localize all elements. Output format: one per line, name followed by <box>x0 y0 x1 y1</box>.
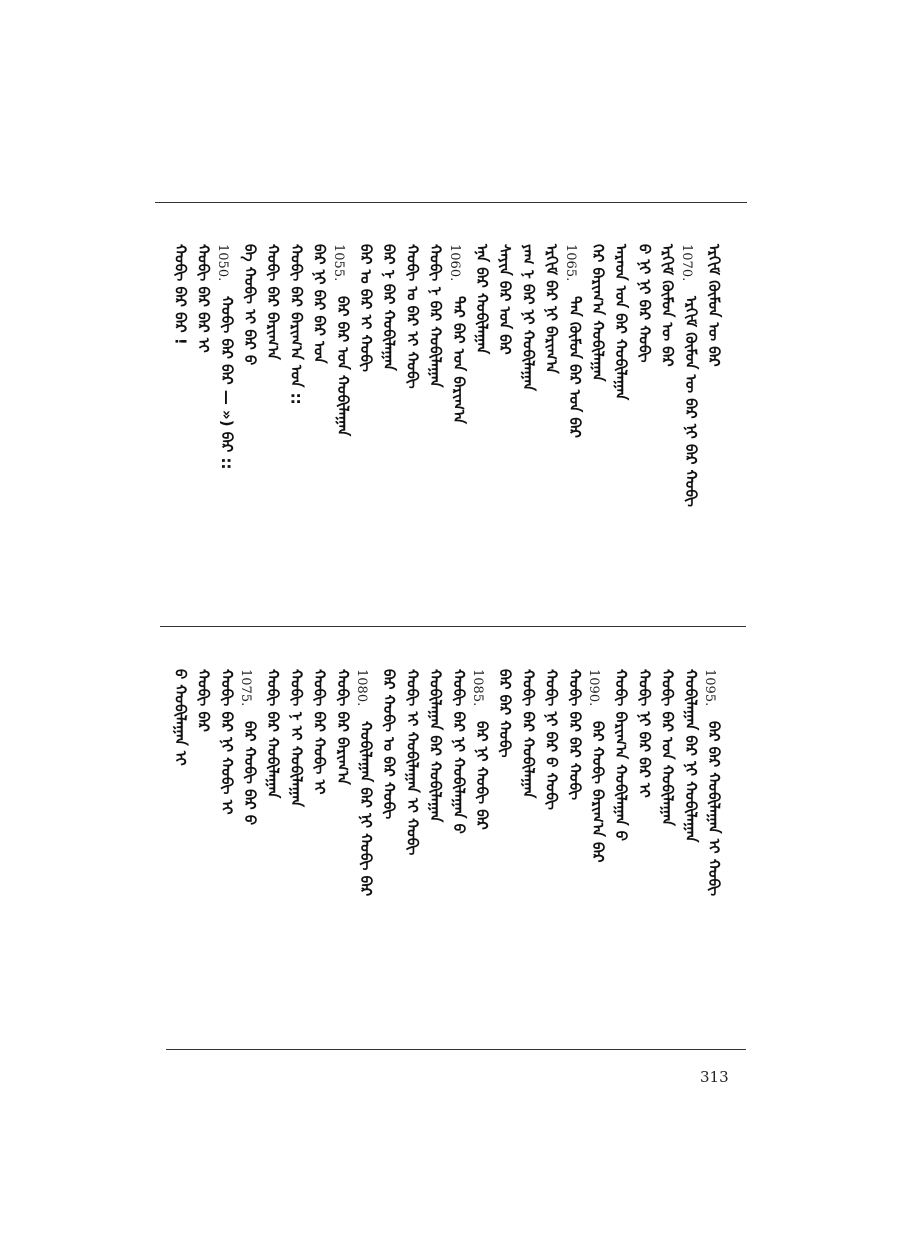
verse-line <box>286 230 308 610</box>
verse-text: ᠪᠠᠷ ᠪᠠᠷ ᠬᠤᠪᠢᠯᠠᠭᠠᠨ ᠢ ᠬᠤᠪᠢ <box>705 721 723 897</box>
verse-text: ᠪᠠᠷ ᠪᠠᠷ ᠬᠤᠪᠢ <box>496 669 515 758</box>
lower-verse-block <box>150 655 740 1035</box>
verse-text: ᠬᠤᠪᠢ ᠪᠠᠷ ᠪᠠᠷ ᠢ <box>194 244 213 353</box>
middle-rule <box>160 626 746 627</box>
verse-line <box>310 230 332 610</box>
verse-line <box>518 230 540 610</box>
verse-line <box>356 230 378 610</box>
verse-line <box>379 230 401 610</box>
verse-line <box>286 655 308 1035</box>
verse-text: ᠬᠤᠪᠢ ᠢ ᠬᠤᠪᠢᠯᠠᠭᠠᠨ ᠢ ᠬᠤᠪᠢ <box>403 669 422 856</box>
verse-text: ᠪ ᠬᠤᠪᠢᠯᠠᠭᠠᠨ ᠢ <box>171 669 190 766</box>
verse-line <box>634 655 656 1035</box>
verse-text: ᠬᠤᠪᠢ ᠪᠠᠷ ᠬᠤᠪᠢᠯᠠᠭᠠᠨ <box>264 669 283 799</box>
verse-text: ᠬᠤᠪᠢ ᠪᠠᠷ ᠨᠢ ᠬᠤᠪᠢ ᠢ <box>217 669 236 815</box>
verse-line <box>379 655 401 1035</box>
verse-text: ᠬᠤᠪᠢ ᠪᠠᠷ ᠪᠠᠷᠢᠭ᠎ᠠ <box>333 669 352 785</box>
verse-line <box>658 655 680 1035</box>
verse-text: ᠬᠤᠪᠢ ᠨᠢ ᠪᠠᠷ ᠪᠠᠷ ᠢ <box>635 669 654 798</box>
verse-line <box>565 655 587 1035</box>
verse-line <box>170 655 192 1035</box>
verse-text: ᠬᠤᠪᠢᠯᠠᠭᠠᠨ ᠪᠠᠷ ᠬᠤᠪᠢᠯᠠᠭᠠᠨ <box>426 669 445 823</box>
verse-line <box>472 230 494 610</box>
verse-text: ᠬᠤᠪᠢ ᠪᠠᠷ ᠪᠠᠷᠢᠭ᠎ᠠ <box>264 244 283 360</box>
top-rule <box>155 202 747 203</box>
verse-line <box>263 230 285 610</box>
verse-line <box>356 655 378 1035</box>
verse-line <box>611 230 633 610</box>
verse-text: ᠬᠤᠪᠢ ᠪᠠᠷ ᠨᠢ ᠬᠤᠪᠢᠯᠠᠭᠠᠨ ᠪ <box>449 669 468 834</box>
verse-text: ᠪᠠ ᠬᠤᠪᠢ ᠢ ᠪᠠᠷ ᠪ <box>241 244 259 366</box>
verse-text: ᠬᠤᠪᠢᠯᠠᠭᠠᠨ ᠪᠠᠷ ᠨᠢ ᠬᠤᠪᠢᠯᠠᠭᠠᠨ <box>681 669 700 843</box>
verse-line <box>542 655 564 1035</box>
line-number: 1060. <box>446 244 462 282</box>
verse-text: ᠲᠡᠨ ᠬᠦᠮᠦᠨ ᠪᠠᠷ ᠤᠨ ᠪᠠᠷ <box>565 296 584 438</box>
line-number: 1055. <box>330 244 346 282</box>
verse-text: ᠪᠠᠷ ᠣ ᠪᠠᠷ ᠢ ᠬᠤᠪᠢ <box>357 244 375 372</box>
verse-text: ᠡᠷᠬᠢᠮ ᠪᠠᠷ ᠨᠢ ᠪᠠᠷᠢᠭ᠎ᠠ <box>542 244 561 374</box>
line-number: 1085. <box>470 669 485 707</box>
bottom-rule <box>166 1049 746 1050</box>
line-number: 1095. <box>702 669 717 707</box>
verse-line <box>704 655 726 1035</box>
line-number: 1065. <box>562 244 578 282</box>
line-number: 1080. <box>354 669 369 707</box>
verse-line <box>588 230 610 610</box>
verse-text: ᠬᠤᠪᠢᠯᠠᠭᠠᠨ ᠪᠠᠷ ᠨᠢ ᠬᠤᠪᠢ ᠪᠠᠷ <box>357 721 375 897</box>
verse-text: ᠬᠤᠪᠢ ᠪᠠᠷ ᠬᠤᠪᠢ ᠢ <box>310 669 329 795</box>
verse-line <box>588 655 610 1035</box>
verse-text: ᠬᠤᠪᠢ ᠨ ᠢ ᠬᠤᠪᠢᠯᠠᠭᠠᠨ <box>287 669 306 808</box>
verse-line <box>263 655 285 1035</box>
verse-line <box>658 230 680 610</box>
line-number: 1075. <box>238 669 253 707</box>
verse-line <box>518 655 540 1035</box>
verse-text: ᠪᠠᠷ ᠬᠤᠪᠢ ᠣ ᠪᠠᠷ ᠬᠤᠪᠢ <box>380 669 399 820</box>
verse-line <box>704 230 726 610</box>
verse-line <box>217 655 239 1035</box>
verse-text: ᠪᠠᠷ ᠨ ᠪᠠᠷ ᠬᠤᠪᠢᠯᠠᠭᠠᠨ <box>380 244 399 371</box>
verse-line <box>542 230 564 610</box>
verse-text: ᠬᠤᠪᠢ ᠪᠠᠷ ᠬᠤᠪᠢᠯᠠᠭᠠᠨ <box>519 669 538 799</box>
verse-line <box>240 655 262 1035</box>
verse-line <box>562 230 587 610</box>
verse-text: ᠪᠠᠷ ᠬᠤᠪᠢ ᠪᠠᠷ ᠪ <box>241 721 259 826</box>
page-number: 313 <box>700 1068 729 1086</box>
verse-line <box>194 655 216 1035</box>
verse-text: ᠶᠠᠭ ᠨ ᠪᠠᠷ ᠨᠢ ᠬᠤᠪᠢᠯᠠᠭᠠᠨ <box>519 244 538 391</box>
verse-line <box>681 655 703 1035</box>
verse-line <box>449 655 471 1035</box>
verse-text: ᠪᠠᠷ ᠨᠢ ᠬᠤᠪᠢ ᠪᠠᠷ <box>473 721 491 830</box>
verse-text: ᠬᠤᠪᠢ ᠪᠠᠷ ᠪᠠᠷ — ») ᠪᠠᠷ :: <box>217 296 236 470</box>
verse-line <box>194 230 216 610</box>
verse-text: ᠪ ᠨᠢ ᠨᠢ ᠪᠠᠷ ᠬᠤᠪᠢ <box>635 244 654 363</box>
verse-line <box>446 230 471 610</box>
verse-line <box>472 655 494 1035</box>
verse-text: ᠬᠤᠪᠢ ᠪᠠᠷ ᠪᠠᠷᠢᠭ᠎ᠠ ᠤᠨ :: <box>287 244 306 405</box>
verse-text: ᠬᠤᠪᠢ ᠪᠠᠷ ᠤᠨ ᠬᠤᠪᠢᠯᠠᠭᠠᠨ <box>658 669 677 826</box>
verse-text: ᠬᠤᠪᠢ ᠣ ᠪᠠᠷ ᠢ ᠬᠤᠪᠢ <box>403 244 422 389</box>
verse-line <box>170 230 192 610</box>
verse-text: ᠬᠤᠪᠢ ᠪᠠᠷᠢᠭ᠎ᠠ ᠬᠤᠪᠢᠯᠠᠭᠠᠨ ᠪ <box>612 669 631 841</box>
verse-line <box>611 655 633 1035</box>
verse-line <box>426 230 448 610</box>
line-number: 1050. <box>214 244 230 282</box>
verse-text: ᠡᠷᠬᠢᠮ ᠬᠦᠮᠦᠨ ᠦ ᠪᠠᠷ <box>658 244 677 367</box>
verse-line <box>310 655 332 1035</box>
verse-text: ᠰᠠᠶᠢᠨ ᠪᠠᠷ ᠤᠨ ᠪᠠᠷ <box>496 244 515 355</box>
verse-line <box>678 230 703 610</box>
verse-line <box>426 655 448 1035</box>
verse-line <box>330 230 355 610</box>
verse-text: ᠭᠡᠷ ᠪᠠᠷᠢᠭ᠎ᠠ ᠬᠤᠪᠢᠯᠠᠭᠠᠨ <box>589 244 607 382</box>
verse-line <box>634 230 656 610</box>
verse-text: ᠡᠷᠬᠢᠮ ᠬᠦᠮᠦᠨ ᠦ ᠪᠠᠷ <box>705 244 723 367</box>
verse-text: ᠪᠠᠷ ᠪᠠᠷ ᠤᠨ ᠬᠤᠪᠢᠯᠠᠭᠠᠨ <box>333 296 352 437</box>
line-number: 1090. <box>586 669 601 707</box>
verse-text: ᠬᠤᠪᠢ ᠨᠢ ᠪᠠᠷ ᠪ ᠬᠤᠪᠢ <box>542 669 561 810</box>
verse-text: ᠪᠠᠷ ᠨᠢ ᠪᠠᠷ ᠪᠠᠷ ᠤᠨ <box>310 244 329 364</box>
verse-text: ᠬᠤᠪᠢ ᠨ ᠪᠠᠷ ᠬᠤᠪᠢᠯᠠᠭᠠᠨ <box>426 244 445 388</box>
verse-line <box>495 655 517 1035</box>
verse-line <box>214 230 239 610</box>
verse-text: ᠲᠡᠷ ᠪᠠᠷ ᠤᠨ ᠪᠠᠷᠢᠭ᠎ᠠ <box>449 296 468 424</box>
verse-text: ᠠᠷᠠᠳ ᠤᠨ ᠪᠠᠷ ᠬᠤᠪᠢᠯᠠᠭᠠᠨ <box>612 244 631 401</box>
line-number: 1070. <box>678 244 694 282</box>
verse-text: ᠡᠷᠬᠢᠮ ᠬᠦᠮᠦᠨ ᠦ ᠪᠠᠷ ᠨᠢ ᠪᠠᠷ ᠬᠤᠪᠢ <box>681 296 700 507</box>
verse-text: ᠬᠤᠪᠢ ᠪᠠᠷ ᠪᠠᠷ ᠬᠤᠪᠢ <box>565 669 584 801</box>
verse-line <box>333 655 355 1035</box>
upper-verse-block <box>150 230 740 610</box>
verse-line <box>402 230 424 610</box>
verse-text: ᠬᠤᠪᠢ ᠪᠠᠷ <box>194 669 213 732</box>
verse-line <box>240 230 262 610</box>
verse-text: ᠡᠨᠡ ᠪᠠᠷ ᠬᠤᠪᠢᠯᠠᠭᠠᠨ <box>473 244 491 355</box>
verse-text: ᠬᠤᠪᠢ ᠪᠠᠷ ᠪᠠᠷ ! <box>171 244 190 345</box>
verse-line <box>495 230 517 610</box>
verse-text: ᠪᠠᠷ ᠬᠤᠪᠢ ᠪᠠᠷᠢᠭ᠎ᠠ ᠪᠠᠷ <box>589 721 607 863</box>
verse-line <box>402 655 424 1035</box>
